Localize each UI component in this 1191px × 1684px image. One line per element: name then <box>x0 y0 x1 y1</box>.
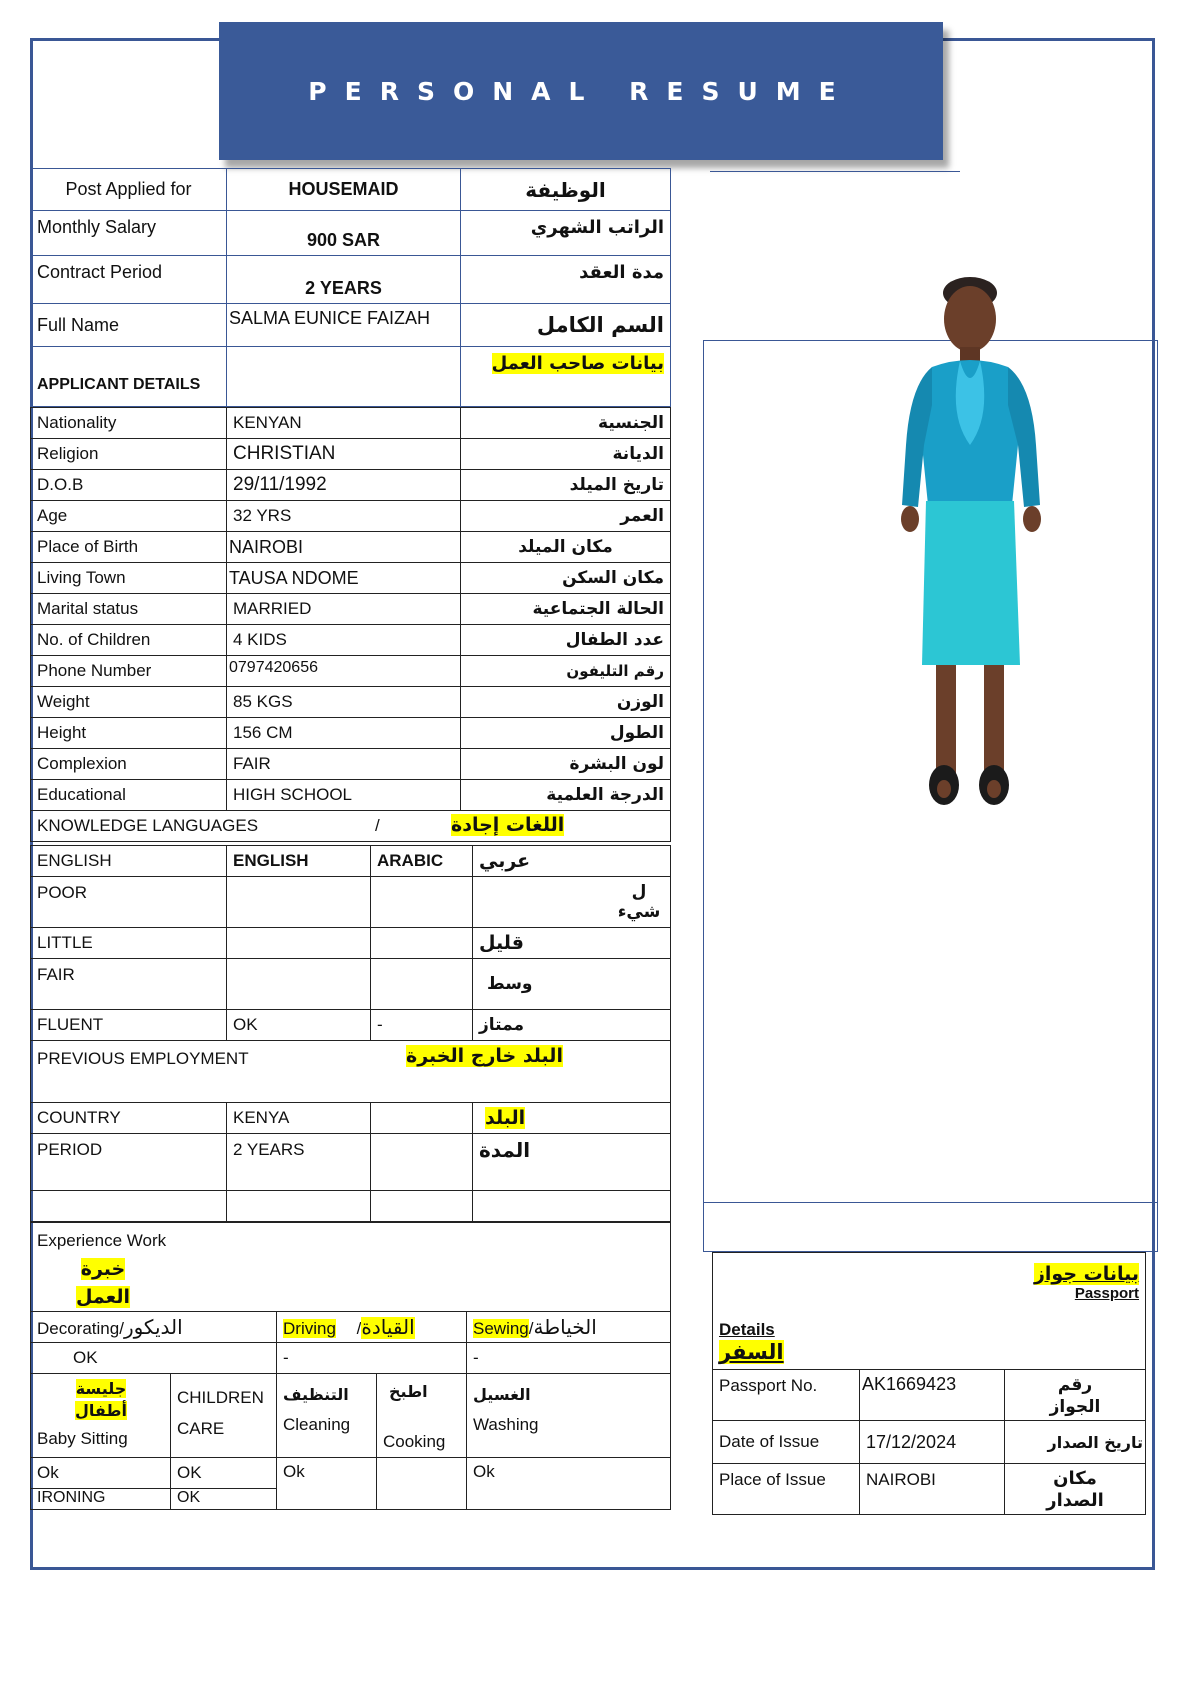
post-label: Post Applied for <box>31 169 227 211</box>
applicant-figure <box>880 275 1060 835</box>
passport-header-ar: بيانات جواز <box>1033 1263 1140 1285</box>
table-row <box>31 470 671 501</box>
table-row <box>713 1421 1146 1464</box>
washing-ar: الغسيل <box>473 1385 531 1404</box>
lang-col-arabic: ARABIC <box>371 846 473 877</box>
detail-label: Religion <box>31 439 227 470</box>
ironing-label: IRONING <box>31 1489 171 1510</box>
previous-header: PREVIOUS EMPLOYMENT <box>37 1049 249 1068</box>
country-value: KENYA <box>227 1103 371 1134</box>
period-ar: المدة <box>479 1138 531 1162</box>
detail-label: Age <box>31 501 227 532</box>
detail-ar: تاريخ الميلد <box>461 470 671 501</box>
passport-label: Passport No. <box>713 1370 860 1421</box>
previous-header-ar: البلد خارج الخبرة <box>406 1045 563 1067</box>
detail-ar: رقم التليفون <box>461 656 671 687</box>
detail-value: 85 KGS <box>227 687 461 718</box>
detail-value: 32 YRS <box>227 501 461 532</box>
baby-sitting-label: Baby Sitting <box>37 1429 128 1448</box>
table-row <box>31 718 671 749</box>
passport-label: Place of Issue <box>713 1464 860 1515</box>
passport-ar: رقم الجواز <box>1049 1375 1101 1417</box>
detail-label: Height <box>31 718 227 749</box>
experience-table <box>30 1222 671 1510</box>
previous-employment-table <box>30 1040 671 1222</box>
table-row <box>31 1312 671 1343</box>
cleaning-ar: التنظيف <box>283 1385 349 1404</box>
decorating-label: Decorating/ <box>37 1318 124 1338</box>
experience-header-ar: خبرة العمل <box>75 1258 131 1308</box>
passport-header-en: Passport <box>1074 1285 1140 1302</box>
experience-header: Experience Work <box>37 1231 167 1250</box>
contract-ar: مدة العقد <box>461 256 671 304</box>
decorating-ar: الديكور <box>123 1316 183 1339</box>
detail-ar: لون البشرة <box>461 749 671 780</box>
applicant-details-value <box>227 347 461 407</box>
passport-table <box>712 1252 1146 1515</box>
detail-label: No. of Children <box>31 625 227 656</box>
detail-ar: عدد الطفال <box>461 625 671 656</box>
detail-ar: الدرجة العلمية <box>461 780 671 811</box>
detail-value: MARRIED <box>227 594 461 625</box>
passport-ar: تاريخ الصدار <box>1005 1421 1146 1464</box>
detail-ar: الحالة الجتماعية <box>461 594 671 625</box>
passport-ar: مكان الصدار <box>1046 1468 1104 1511</box>
table-row <box>31 1374 671 1458</box>
table-row <box>31 811 671 842</box>
period-value: 2 YEARS <box>227 1134 371 1191</box>
detail-ar: الوزن <box>461 687 671 718</box>
page-title: PERSONAL RESUME <box>308 76 854 106</box>
languages-header: KNOWLEDGE LANGUAGES <box>37 816 259 835</box>
fullname-value: SALMA EUNICE FAIZAH <box>227 304 461 347</box>
cooking-value <box>377 1458 467 1510</box>
table-row <box>713 1253 1146 1370</box>
detail-label: Living Town <box>31 563 227 594</box>
photo-caption-box <box>703 1203 1158 1252</box>
table-row <box>31 928 671 959</box>
table-row <box>31 1343 671 1374</box>
detail-ar: الديانة <box>461 439 671 470</box>
lang-en-value: OK <box>227 1010 371 1041</box>
lang-en-value <box>227 928 371 959</box>
cleaning-value: Ok <box>277 1458 377 1510</box>
passport-details-label: Details <box>719 1320 775 1339</box>
table-row <box>31 656 671 687</box>
lang-col-english: ENGLISH <box>227 846 371 877</box>
table-row <box>31 347 671 407</box>
detail-value: KENYAN <box>227 408 461 439</box>
table-row <box>713 1464 1146 1515</box>
applicant-details-label: APPLICANT DETAILS <box>31 347 227 407</box>
detail-label: Educational <box>31 780 227 811</box>
ironing-value: OK <box>171 1489 277 1510</box>
table-row <box>31 846 671 877</box>
divider-line <box>710 171 960 172</box>
table-row <box>31 749 671 780</box>
detail-ar: الجنسية <box>461 408 671 439</box>
detail-label: Phone Number <box>31 656 227 687</box>
country-ar: البلد <box>485 1107 526 1129</box>
post-value: HOUSEMAID <box>227 169 461 211</box>
languages-slash: / <box>375 816 380 835</box>
lang-col-ar: عربي <box>473 846 671 877</box>
lang-level: FLUENT <box>31 1010 227 1041</box>
detail-label: Nationality <box>31 408 227 439</box>
lang-level-ar: ممتاز <box>473 1010 671 1041</box>
cooking-label: Cooking <box>383 1432 446 1451</box>
country-label: COUNTRY <box>31 1103 227 1134</box>
sewing-label: Sewing <box>473 1318 529 1338</box>
driving-value: - <box>277 1343 467 1374</box>
table-row <box>31 959 671 1010</box>
cooking-ar: اطبخ <box>389 1382 428 1401</box>
lang-col-label: ENGLISH <box>31 846 227 877</box>
table-row <box>31 169 671 211</box>
passport-value: AK1669423 <box>860 1370 1005 1421</box>
detail-ar: مكان الميلد <box>461 532 671 563</box>
table-row <box>31 687 671 718</box>
detail-value: CHRISTIAN <box>227 439 461 470</box>
detail-value: 156 CM <box>227 718 461 749</box>
detail-value: 0797420656 <box>227 656 461 687</box>
table-row <box>31 594 671 625</box>
lang-level: LITTLE <box>31 928 227 959</box>
detail-label: D.O.B <box>31 470 227 501</box>
table-row <box>31 304 671 347</box>
detail-label: Place of Birth <box>31 532 227 563</box>
contract-value: 2 YEARS <box>227 256 461 304</box>
passport-value: NAIROBI <box>860 1464 1005 1515</box>
detail-value: 29/11/1992 <box>227 470 461 501</box>
table-row <box>31 439 671 470</box>
lang-arabic-value <box>371 928 473 959</box>
job-table <box>30 168 671 407</box>
lang-level: POOR <box>31 877 227 928</box>
fullname-label: Full Name <box>31 304 227 347</box>
sewing-value: - <box>467 1343 671 1374</box>
detail-label: Marital status <box>31 594 227 625</box>
detail-value: TAUSA NDOME <box>227 563 461 594</box>
detail-value: 4 KIDS <box>227 625 461 656</box>
sewing-ar: الخياطة <box>533 1316 597 1339</box>
children-care-value: OK <box>171 1458 277 1489</box>
applicant-details-ar: بيانات صاحب العمل <box>491 353 664 374</box>
lang-en-value <box>227 877 371 928</box>
details-table <box>30 407 671 842</box>
decorating-value: OK <box>31 1343 277 1374</box>
salary-label: Monthly Salary <box>31 211 227 256</box>
table-row <box>31 1134 671 1191</box>
detail-ar: مكان السكن <box>461 563 671 594</box>
table-row <box>31 532 671 563</box>
detail-value: FAIR <box>227 749 461 780</box>
table-row <box>31 1103 671 1134</box>
passport-value: 17/12/2024 <box>860 1421 1005 1464</box>
lang-level-ar: ل شيء <box>617 882 661 922</box>
detail-label: Weight <box>31 687 227 718</box>
lang-arabic-value <box>371 877 473 928</box>
lang-level-ar: وسط <box>487 974 533 994</box>
period-label: PERIOD <box>31 1134 227 1191</box>
table-row <box>31 1458 671 1489</box>
lang-level: FAIR <box>31 959 227 1010</box>
languages-header-ar: اللغات إجادة <box>451 814 565 836</box>
table-row <box>31 1223 671 1312</box>
lang-arabic-value: - <box>371 1010 473 1041</box>
table-row <box>31 1010 671 1041</box>
passport-label: Date of Issue <box>713 1421 860 1464</box>
driving-ar: القيادة <box>361 1316 415 1339</box>
table-row <box>31 256 671 304</box>
languages-table <box>30 845 671 1041</box>
table-row <box>31 780 671 811</box>
driving-sep: / <box>356 1318 362 1338</box>
lang-arabic-value <box>371 959 473 1010</box>
post-ar: الوظيفة <box>461 169 671 211</box>
cleaning-label: Cleaning <box>283 1415 351 1434</box>
table-row <box>31 625 671 656</box>
table-row <box>31 501 671 532</box>
detail-value: NAIROBI <box>227 532 461 563</box>
fullname-ar: السم الكامل <box>461 304 671 347</box>
washing-value: Ok <box>467 1458 671 1510</box>
passport-details-ar: السفر <box>719 1340 784 1364</box>
detail-ar: الطول <box>461 718 671 749</box>
lang-en-value <box>227 959 371 1010</box>
table-row <box>31 408 671 439</box>
salary-ar: الراتب الشهري <box>461 211 671 256</box>
title-banner <box>219 22 943 160</box>
sewing-sep: / <box>528 1318 534 1338</box>
driving-label: Driving <box>283 1318 336 1338</box>
table-row <box>31 563 671 594</box>
lang-level-ar: قليل <box>473 928 671 959</box>
table-row <box>713 1370 1146 1421</box>
contract-label: Contract Period <box>31 256 227 304</box>
salary-value: 900 SAR <box>227 211 461 256</box>
detail-value: HIGH SCHOOL <box>227 780 461 811</box>
baby-sitting-value: Ok <box>31 1458 171 1489</box>
table-row <box>31 211 671 256</box>
table-row <box>31 1041 671 1103</box>
washing-label: Washing <box>473 1415 539 1434</box>
table-row <box>31 1191 671 1222</box>
detail-label: Complexion <box>31 749 227 780</box>
baby-sitting-ar: جليسة أطفال <box>75 1379 127 1420</box>
children-care-label: CHILDREN CARE <box>171 1374 277 1458</box>
detail-ar: العمر <box>461 501 671 532</box>
table-row <box>31 877 671 928</box>
